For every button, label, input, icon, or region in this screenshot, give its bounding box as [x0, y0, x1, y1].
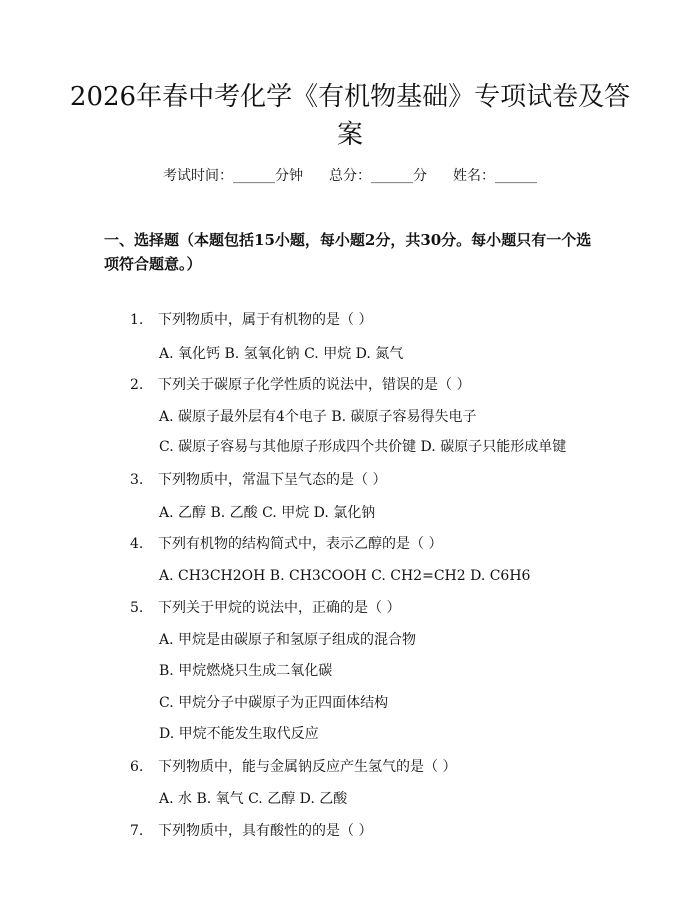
question-text: 下列物质中，能与金属钠反应产生氢气的是（ ）	[158, 759, 457, 775]
question-text: 下列有机物的结构简式中，表示乙醇的是（ ）	[158, 536, 443, 552]
question-number: 3.	[130, 472, 144, 488]
question-5-option-d: D. 甲烷不能发生取代反应	[159, 726, 319, 742]
question-5	[130, 598, 400, 618]
question-5-option-a: A. 甲烷是由碳原子和氢原子组成的混合物	[159, 632, 417, 648]
question-number: 7.	[130, 823, 144, 839]
question-text: 下列物质中，具有酸性的的是（ ）	[158, 823, 373, 839]
exam-time-field: 考试时间：______分钟	[163, 168, 303, 184]
question-number: 2.	[130, 377, 144, 393]
question-6	[130, 757, 456, 777]
question-7	[130, 821, 372, 841]
question-text: 下列关于甲烷的说法中，正确的是（ ）	[158, 600, 401, 616]
question-5-option-b: B. 甲烷燃烧只生成二氧化碳	[159, 663, 333, 679]
question-number: 6.	[130, 759, 144, 775]
section-heading: 一、选择题（本题包括15小题，每小题2分，共30分。每小题只有一个选项符合题意。）	[104, 231, 592, 273]
question-number: 4.	[130, 536, 144, 552]
question-number: 1.	[130, 312, 144, 328]
question-text: 下列关于碳原子化学性质的说法中，错误的是（ ）	[158, 377, 471, 393]
question-3	[130, 470, 386, 490]
question-4-options: A. CH3CH2OH B. CH3COOH C. CH2=CH2 D. C6H6	[159, 568, 531, 584]
question-5-option-c: C. 甲烷分子中碳原子为正四面体结构	[159, 695, 389, 711]
question-text: 下列物质中，常温下呈气态的是（ ）	[158, 472, 387, 488]
question-2-options-line-2: C. 碳原子容易与其他原子形成四个共价键 D. 碳原子只能形成单键	[159, 439, 567, 455]
question-3-options: A. 乙醇 B. 乙酸 C. 甲烷 D. 氯化钠	[159, 505, 376, 521]
student-name-field: 姓名：______	[453, 168, 537, 184]
question-text: 下列物质中，属于有机物的是（ ）	[158, 312, 373, 328]
exam-title: 2026年春中考化学《有机物基础》专项试卷及答案	[69, 82, 631, 150]
question-4	[130, 534, 442, 554]
question-number: 5.	[130, 600, 144, 616]
question-1	[130, 310, 372, 330]
question-2-options-line-1: A. 碳原子最外层有4个电子 B. 碳原子容易得失电子	[159, 409, 477, 425]
question-6-options: A. 水 B. 氧气 C. 乙醇 D. 乙酸	[159, 791, 348, 807]
total-score-field: 总分：______分	[329, 168, 427, 184]
question-1-options: A. 氧化钙 B. 氢氧化钠 C. 甲烷 D. 氮气	[159, 346, 404, 362]
question-2	[130, 375, 470, 395]
